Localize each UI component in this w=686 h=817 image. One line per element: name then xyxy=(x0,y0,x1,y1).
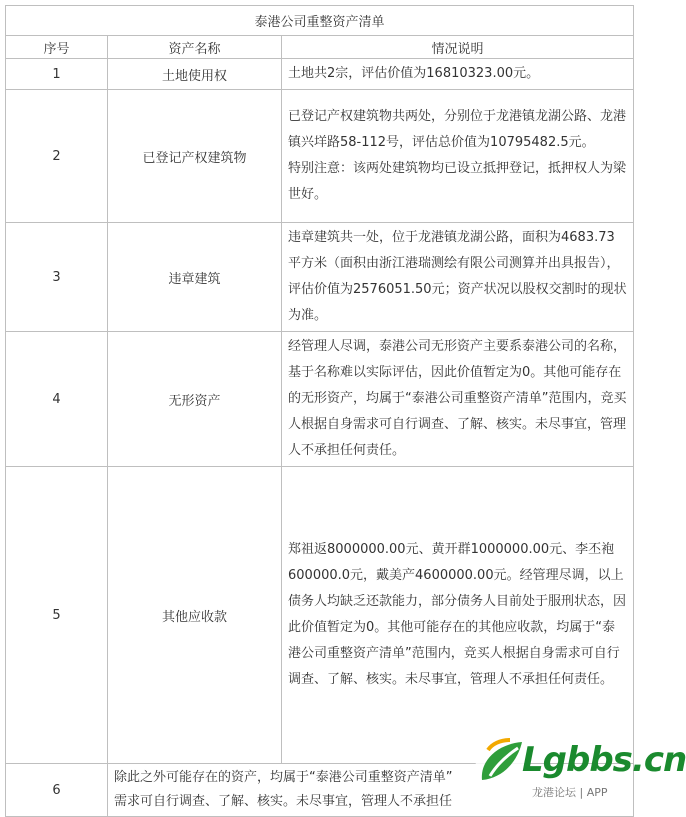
table-row xyxy=(6,332,634,467)
row-name: 无形资产 xyxy=(108,332,282,467)
header-no: 序号 xyxy=(6,36,108,59)
watermark-text: Lgbbs.cn xyxy=(522,740,686,780)
row-no: 4 xyxy=(6,332,108,467)
row-name: 其他应收款 xyxy=(108,467,282,764)
asset-table xyxy=(5,5,634,817)
desc-paragraph: 郑祖返8000000.00元、黄开群1000000.00元、李丕袍600000.0元，戴美产4600000.00元。经管理尽调，以上债务人均缺乏还款能力，部分债务人目前处于服刑状态，因此价值暂定为0。其他可能存在的其他应收款，均属于“泰港公司重整资产清单”范围内，竞买人根据自身需求可自行调查、了解、核实。未尽事宜，管理人不承担任何责任。 xyxy=(288,542,627,687)
table-row xyxy=(6,90,634,223)
table-row xyxy=(6,223,634,332)
row-no: 3 xyxy=(6,223,108,332)
table-row xyxy=(6,59,634,90)
desc-paragraph: 特别注意：该两处建筑物均已设立抵押登记，抵押权人为梁世好。 xyxy=(288,161,627,202)
desc-paragraph: 需求可自行调查、了解、核实。未尽事宜，管理人不承担任 xyxy=(114,794,453,809)
row-desc xyxy=(282,467,634,764)
desc-paragraph: 除此之外可能存在的资产，均属于“泰港公司重整资产清单” xyxy=(114,770,453,785)
table-row xyxy=(6,467,634,764)
watermark-subtext: 龙港论坛 | APP xyxy=(532,786,608,799)
row-name: 已登记产权建筑物 xyxy=(108,90,282,223)
row-name: 违章建筑 xyxy=(108,223,282,332)
header-desc: 情况说明 xyxy=(282,36,634,59)
watermark-logo xyxy=(470,730,686,807)
row-desc xyxy=(282,90,634,223)
row-name: 土地使用权 xyxy=(108,59,282,90)
row-no: 2 xyxy=(6,90,108,223)
table-title: 泰港公司重整资产清单 xyxy=(6,6,634,36)
row-no: 1 xyxy=(6,59,108,90)
desc-paragraph: 违章建筑共一处，位于龙港镇龙湖公路，面积为4683.73平方米（面积由浙江港瑞测绘有限公司测算并出具报告），评估价值为2576051.50元；资产状况以股权交割时的现状为准。 xyxy=(288,230,627,323)
leaf-logo-icon xyxy=(470,730,530,800)
row-desc xyxy=(282,223,634,332)
desc-paragraph: 经管理人尽调，泰港公司无形资产主要系泰港公司的名称，基于名称难以实际评估，因此价值暂定为0。其他可能存在的无形资产，均属于“泰港公司重整资产清单”范围内，竞买人根据自身需求可自行调查、了解、核实。未尽事宜，管理人不承担任何责任。 xyxy=(288,339,627,458)
desc-paragraph: 土地共2宗，评估价值为16810323.00元。 xyxy=(288,66,540,81)
row-no: 6 xyxy=(6,764,108,817)
row-no: 5 xyxy=(6,467,108,764)
row-desc xyxy=(282,332,634,467)
row-desc xyxy=(282,59,634,90)
desc-paragraph: 已登记产权建筑物共两处，分别位于龙港镇龙湖公路、龙港镇兴垟路58-112号，评估总价值为10795482.5元。 xyxy=(288,109,627,150)
header-name: 资产名称 xyxy=(108,36,282,59)
